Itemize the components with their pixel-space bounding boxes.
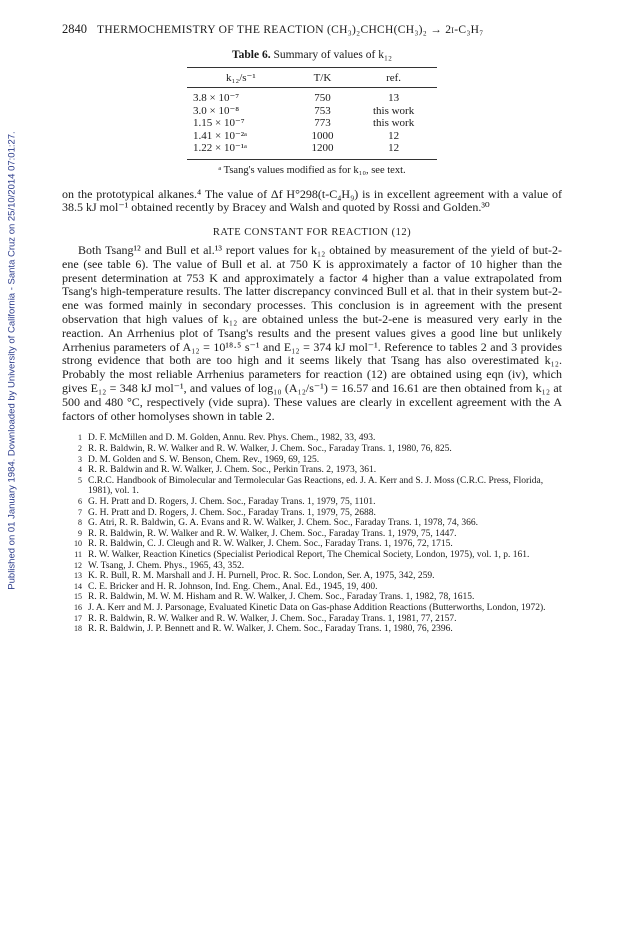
download-watermark: [4, 80, 20, 640]
reference-list: [62, 433, 562, 634]
column-header: k₁₂/s⁻¹: [187, 68, 295, 88]
table-cell: 773: [314, 117, 331, 129]
reference-item: 5 C.R.C. Handbook of Bimolecular and Termolecular Gas Reactions, ed. J. A. Kerr and S. J. Moss (C.R.C. Press, Florida, 1981), vol. 1.: [78, 475, 544, 497]
table-cell: 1200: [295, 142, 350, 159]
running-header: [62, 22, 562, 37]
table-cell: 750: [314, 92, 331, 104]
table-footnote: ᵃ Tsang's values modified as for k₁₀, see text.: [218, 164, 406, 176]
table-cell: 1000: [311, 129, 334, 142]
table-cell: 753: [314, 104, 331, 117]
body-paragraph: Both Tsang¹² and Bull et al.¹³ report values for k₁₂ obtained by measurement of the yield of but-2-ene (see table 6). The value of Bull et al. at 750 K is approximately a factor of 10 higher than the present determination at 753 K and approximately a factor 4 higher than a value extrapolated from Tsang's high-temperature results. The latter discrepancy convinced Bull et al. that in their system but-2-ene was formed mainly in secondary processes. This conclusion is in agreement with the present observation that high values of k₁₂ are obtained unless the but-2-ene is measured very early in the reaction. An Arrhenius plot of Tsang's results and the present values gives a good line but unlikely Arrhenius parameters of A₁₂ = 10¹⁸·⁵ s⁻¹ and E₁₂ = 374 kJ mol⁻¹. Reference to tables 2 and 3 provides strong evidence that both are too high and it seems likely that Tsang has also overestimated k₁₂. Probably the most reliable Arrhenius parameters for reaction (12) are obtained using eqn (iv), which gives E₁₂ = 348 kJ mol⁻¹, and values of log₁₀ (A₁₂/s⁻¹) = 16.57 and 16.61 are then obtained from k₁₂ at 500 and 480 °C, respectively (vide supra). These values are clearly in excellent agreement with the A factors of other homolyses shown in table 2.: [62, 243, 562, 423]
reference-item: 3 D. M. Golden and S. W. Benson, Chem. Rev., 1969, 69, 125.: [78, 454, 320, 465]
section-heading: RATE CONSTANT FOR REACTION (12): [212, 227, 412, 239]
reference-item: 11 R. W. Walker, Reaction Kinetics (Specialist Periodical Report, The Chemical Society, London, 1975), vol. 1, p. 161.: [74, 549, 530, 560]
page-content: [62, 22, 562, 635]
reference-item: 14 C. E. Bricker and H. R. Johnson, Ind. Eng. Chem., Anal. Ed., 1945, 19, 400.: [74, 581, 378, 592]
column-header: T/K: [295, 68, 350, 88]
reference-item: 2 R. R. Baldwin, R. W. Walker and R. W. Walker, J. Chem. Soc., Faraday Trans. 1, 1980, 76, 825.: [78, 444, 452, 455]
table-row: [187, 117, 437, 130]
table-row: [187, 142, 437, 159]
table-caption: [62, 49, 562, 61]
table-row: [187, 130, 437, 143]
table-cell: this work: [372, 104, 415, 117]
table-cell: 13: [388, 92, 400, 104]
table-cell: 1.22 × 10⁻¹ᵃ: [187, 142, 295, 159]
reference-item: 17 R. R. Baldwin, R. W. Walker and R. W. Walker, J. Chem. Soc., Faraday Trans. 1, 1981, 77, 2157.: [74, 613, 457, 624]
table-row: [187, 88, 437, 105]
page-number: 2840: [62, 22, 87, 36]
reference-item: 7 G. H. Pratt and D. Rogers, J. Chem. Soc., Faraday Trans. 1, 1979, 75, 2688.: [78, 507, 376, 518]
reference-item: 1 D. F. McMillen and D. M. Golden, Annu. Rev. Phys. Chem., 1982, 33, 493.: [78, 433, 376, 444]
watermark-text: Published on 01 January 1984. Downloaded by University of California - Santa Cruz on 25/10/2014 07:01:27.: [6, 130, 18, 590]
body-paragraph: on the prototypical alkanes.⁴ The value of Δf H°298(t-C₄H₉) is in excellent agreement with a value of 38.5 kJ mol⁻¹ obtained recently by Bracey and Walsh and quoted by Rossi and Golden.³⁰: [62, 186, 562, 215]
table-cell: 3.0 × 10⁻⁸: [193, 104, 240, 117]
values-table: [187, 67, 437, 160]
reference-item: 18 R. R. Baldwin, J. P. Bennett and R. W. Walker, J. Chem. Soc., Faraday Trans. 1, 1980, 76, 2396.: [74, 624, 453, 635]
reference-item: 8 G. Atri, R. R. Baldwin, G. A. Evans and R. W. Walker, J. Chem. Soc., Faraday Trans. 1, 1978, 74, 366.: [78, 518, 479, 529]
table-header-row: [187, 68, 437, 88]
reference-item: 9 R. R. Baldwin, R. W. Walker and R. W. Walker, J. Chem. Soc., Faraday Trans. 1, 1979, 75, 1447.: [78, 528, 457, 539]
reference-item: 6 G. H. Pratt and D. Rogers, J. Chem. Soc., Faraday Trans. 1, 1979, 75, 1101.: [78, 497, 376, 508]
column-header: ref.: [350, 68, 437, 88]
running-title: THERMOCHEMISTRY OF THE REACTION (CH₃)₂CHCH(CH₃)₂ → 2i-C₃H₇: [97, 24, 484, 36]
table-cell: 3.8 × 10⁻⁷: [193, 92, 240, 104]
reference-item: 16 J. A. Kerr and M. J. Parsonage, Evaluated Kinetic Data on Gas-phase Addition Reactions (Butterworths, London, 1972).: [74, 602, 546, 613]
reference-item: 12 W. Tsang, J. Chem. Phys., 1965, 43, 352.: [74, 560, 245, 571]
table-label: Table 6.: [232, 49, 271, 61]
reference-item: 10 R. R. Baldwin, C. J. Cleugh and R. W. Walker, J. Chem. Soc., Faraday Trans. 1, 1976, 72, 1715.: [74, 539, 453, 550]
table-cell: 1.41 × 10⁻²ᵃ: [193, 129, 248, 142]
table-caption-text: Summary of values of k₁₂: [273, 49, 392, 61]
reference-item: 15 R. R. Baldwin, M. W. M. Hisham and R. W. Walker, J. Chem. Soc., Faraday Trans. 1, 1982, 78, 1615.: [74, 592, 475, 603]
reference-item: 4 R. R. Baldwin and R. W. Walker, J. Chem. Soc., Perkin Trans. 2, 1973, 361.: [78, 465, 377, 476]
table-row: [187, 105, 437, 118]
table-cell: 1.15 × 10⁻⁷: [193, 117, 245, 129]
reference-item: 13 K. R. Bull, R. M. Marshall and J. H. Purnell, Proc. R. Soc. London, Ser. A, 1975, 342, 259.: [74, 571, 435, 582]
table-cell: 12: [388, 129, 400, 142]
table-cell: this work: [372, 117, 415, 129]
table-cell: 12: [350, 142, 437, 159]
